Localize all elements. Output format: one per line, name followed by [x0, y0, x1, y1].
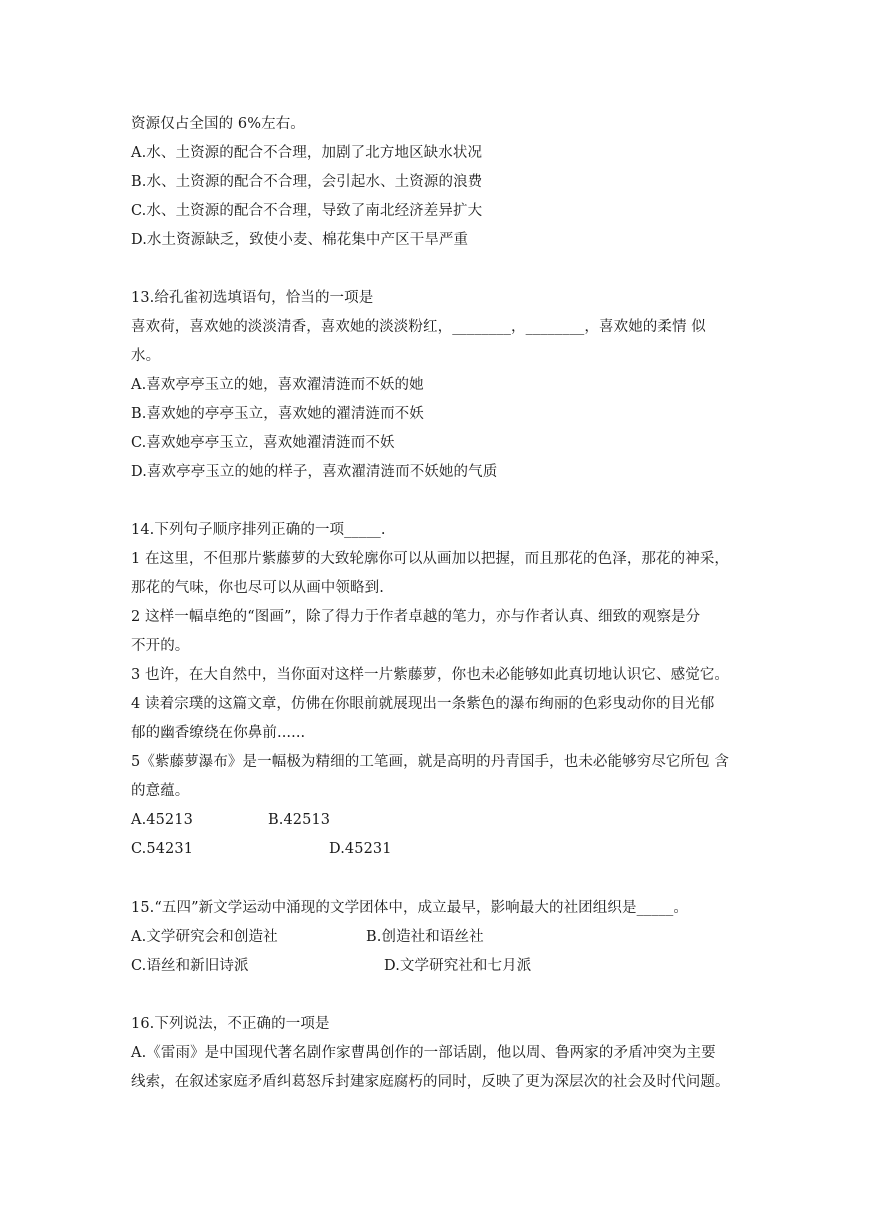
q14-option-c: C.54231	[131, 841, 194, 857]
q13-passage-line-1: 喜欢荷，喜欢她的淡淡清香，喜欢她的淡淡粉红，________，________，喜欢她的柔情 似	[131, 319, 706, 335]
q14-sentence-line: 4 读着宗璞的这篇文章，仿佛在你眼前就展现出一条紫色的瀑布绚丽的色彩曳动你的目光郁	[131, 696, 715, 712]
q14-sentence-line: 的意蕴。	[131, 783, 190, 799]
q14-sentence-line: 5《紫藤萝瀑布》是一幅极为精细的工笔画，就是高明的丹青国手，也未必能够穷尽它所包 含	[131, 754, 730, 770]
q13-option-b: B.喜欢她的亭亭玉立，喜欢她的濯清涟而不妖	[131, 406, 424, 422]
q14-option-b: B.42513	[268, 812, 331, 828]
q14-sentence-line: 2 这样一幅卓绝的“图画”，除了得力于作者卓越的笔力，亦与作者认真、细致的观察是分	[131, 609, 701, 625]
q15-option-c: C.语丝和新旧诗派	[131, 958, 249, 974]
q13-option-c: C.喜欢她亭亭玉立，喜欢她濯清涟而不妖	[131, 435, 395, 451]
q16-option-a-line-2: 线索，在叙述家庭矛盾纠葛怒斥封建家庭腐朽的同时，反映了更为深层次的社会及时代问题。	[131, 1074, 730, 1090]
q12-option-a: A.水、土资源的配合不合理，加剧了北方地区缺水状况	[131, 145, 483, 161]
q13-stem: 13.给孔雀初选填语句，恰当的一项是	[131, 290, 374, 306]
q16-option-a-line-1: A.《雷雨》是中国现代著名剧作家曹禺创作的一部话剧，他以周、鲁两家的矛盾冲突为主要	[131, 1045, 716, 1061]
q12-continuation-line: 资源仅占全国的 6%左右。	[131, 116, 305, 132]
q13-option-a: A.喜欢亭亭玉立的她，喜欢濯清涟而不妖的她	[131, 377, 424, 393]
q15-stem: 15.“五四”新文学运动中涌现的文学团体中，成立最早，影响最大的社团组织是_____。	[131, 900, 688, 916]
q14-sentence-line: 1 在这里，不但那片紫藤萝的大致轮廓你可以从画加以把握，而且那花的色泽，那花的神采，	[131, 551, 730, 567]
q14-sentence-line: 郁的幽香缭绕在你鼻前......	[131, 725, 306, 741]
q14-stem: 14.下列句子顺序排列正确的一项_____.	[131, 522, 386, 538]
q14-sentence-line: 那花的气味，你也尽可以从画中领略到.	[131, 580, 384, 596]
q15-option-b: B.创造社和语丝社	[366, 929, 484, 945]
q13-passage-line-2: 水。	[131, 348, 161, 364]
q15-option-a: A.文学研究会和创造社	[131, 929, 278, 945]
q14-option-d: D.45231	[329, 841, 392, 857]
q14-sentence-line: 3 也许，在大自然中，当你面对这样一片紫藤萝，你也未必能够如此真切地认识它、感觉它。	[131, 667, 730, 683]
q12-option-d: D.水土资源缺乏，致使小麦、棉花集中产区干旱严重	[131, 232, 469, 248]
q14-sentence-line: 不开的。	[131, 638, 190, 654]
q16-stem: 16.下列说法，不正确的一项是	[131, 1016, 330, 1032]
q15-option-d: D.文学研究社和七月派	[384, 958, 532, 974]
q12-option-c: C.水、土资源的配合不合理，导致了南北经济差异扩大	[131, 203, 483, 219]
q13-option-d: D.喜欢亭亭玉立的她的样子，喜欢濯清涟而不妖她的气质	[131, 464, 498, 480]
q12-option-b: B.水、土资源的配合不合理，会引起水、土资源的浪费	[131, 174, 483, 190]
q14-option-a: A.45213	[131, 812, 193, 828]
